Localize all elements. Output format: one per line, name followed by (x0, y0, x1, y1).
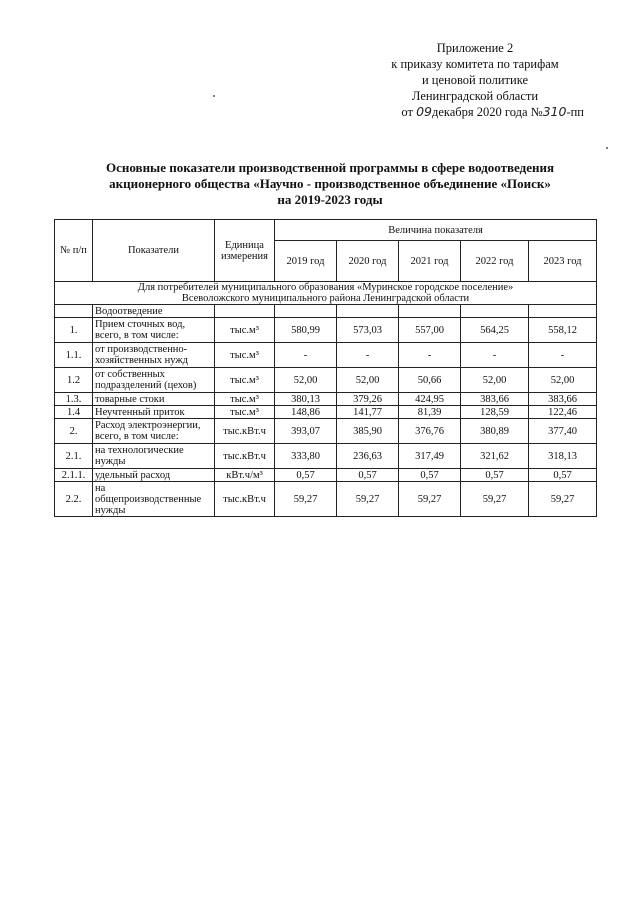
order-number-handwritten: 310 (542, 104, 567, 119)
row-value: 0,57 (275, 469, 337, 482)
scan-speck (606, 147, 608, 149)
table-row (55, 419, 597, 444)
row-num: 2.1.1. (55, 469, 93, 482)
row-value: 380,89 (461, 419, 529, 444)
row-unit: кВт.ч/м³ (215, 469, 275, 482)
header-year: 2021 год (399, 241, 461, 282)
table-row (55, 406, 597, 419)
row-value: 0,57 (337, 469, 399, 482)
row-name: от производственно-хозяйственных нужд (93, 343, 215, 368)
row-value: 52,00 (337, 368, 399, 393)
row-value: 128,59 (461, 406, 529, 419)
appendix-line-3: и ценовой политике (421, 73, 529, 87)
row-num: 1.3. (55, 393, 93, 406)
row-value: 564,25 (461, 318, 529, 343)
row-value: 59,27 (275, 482, 337, 517)
row-value: 383,66 (529, 393, 597, 406)
scan-speck (213, 95, 215, 97)
row-value: 383,66 (461, 393, 529, 406)
row-name: на общепроизводственные нужды (93, 482, 215, 517)
title-line-3: на 2019-2023 годы (277, 192, 383, 207)
row-value: 321,62 (461, 444, 529, 469)
row-value: 558,12 (529, 318, 597, 343)
row-num: 1.2 (55, 368, 93, 393)
row-value: - (337, 343, 399, 368)
document-title (60, 160, 600, 208)
row-value: 0,57 (529, 469, 597, 482)
title-line-2: акционерного общества «Научно - производственное объединение «Поиск» (109, 176, 551, 191)
row-value: 393,07 (275, 419, 337, 444)
row-name: Неучтенный приток (93, 406, 215, 419)
order-suffix: -пп (566, 105, 584, 119)
date-day-handwritten: 09 (416, 104, 432, 119)
appendix-line-1: Приложение 2 (436, 41, 514, 55)
row-value: 379,26 (337, 393, 399, 406)
header-year: 2023 год (529, 241, 597, 282)
row-unit: тыс.м³ (215, 393, 275, 406)
row-value: 50,66 (399, 368, 461, 393)
row-unit: тыс.кВт.ч (215, 444, 275, 469)
row-value: 573,03 (337, 318, 399, 343)
row-value: 148,86 (275, 406, 337, 419)
row-value: 318,13 (529, 444, 597, 469)
row-name: товарные стоки (93, 393, 215, 406)
table-row (55, 343, 597, 368)
row-value: 59,27 (529, 482, 597, 517)
section-caption (55, 282, 597, 305)
row-num: 2.2. (55, 482, 93, 517)
row-name: удельный расход (93, 469, 215, 482)
row-unit: тыс.м³ (215, 406, 275, 419)
row-value: 0,57 (399, 469, 461, 482)
subsection-label: Водоотведение (93, 305, 215, 318)
appendix-date-line (360, 104, 590, 120)
table-row (55, 368, 597, 393)
row-unit: тыс.м³ (215, 368, 275, 393)
table-row (55, 469, 597, 482)
row-unit: тыс.кВт.ч (215, 482, 275, 517)
row-value: 424,95 (399, 393, 461, 406)
table-row (55, 444, 597, 469)
appendix-line-4: Ленинградской области (411, 89, 539, 103)
row-value: 122,46 (529, 406, 597, 419)
row-num: 1.1. (55, 343, 93, 368)
row-value: 52,00 (529, 368, 597, 393)
section-line-2: Всеволожского муниципального района Ленинградской области (181, 293, 470, 304)
row-unit: тыс.кВт.ч (215, 419, 275, 444)
row-value: 377,40 (529, 419, 597, 444)
row-value: - (529, 343, 597, 368)
section-line-1: Для потребителей муниципального образования «Муринское городское поселение» (137, 282, 514, 293)
row-num: 1. (55, 318, 93, 343)
row-value: 59,27 (399, 482, 461, 517)
row-name: Расход электроэнергии, всего, в том числе: (93, 419, 215, 444)
row-value: 317,49 (399, 444, 461, 469)
header-indicator: Показатели (93, 220, 215, 282)
row-value: 52,00 (461, 368, 529, 393)
table-row (55, 482, 597, 517)
date-middle: декабря 2020 года № (431, 105, 543, 119)
indicators-table (54, 219, 597, 517)
row-unit: тыс.м³ (215, 343, 275, 368)
row-value: 376,76 (399, 419, 461, 444)
header-unit: Единица измерения (215, 220, 275, 282)
row-value: 0,57 (461, 469, 529, 482)
row-value: 385,90 (337, 419, 399, 444)
title-line-1: Основные показатели производственной программы в сфере водоотведения (106, 160, 554, 175)
header-year: 2022 год (461, 241, 529, 282)
row-unit: тыс.м³ (215, 318, 275, 343)
row-name: Прием сточных вод, всего, в том числе: (93, 318, 215, 343)
row-value: 81,39 (399, 406, 461, 419)
row-value: 52,00 (275, 368, 337, 393)
appendix-header (360, 40, 590, 120)
row-value: 333,80 (275, 444, 337, 469)
row-value: - (275, 343, 337, 368)
date-prefix: от (401, 105, 413, 119)
table-row (55, 393, 597, 406)
header-year: 2019 год (275, 241, 337, 282)
row-value: - (461, 343, 529, 368)
row-name: от собственных подразделений (цехов) (93, 368, 215, 393)
row-value: - (399, 343, 461, 368)
row-name: на технологические нужды (93, 444, 215, 469)
row-value: 141,77 (337, 406, 399, 419)
row-value: 557,00 (399, 318, 461, 343)
row-value: 59,27 (461, 482, 529, 517)
appendix-line-2: к приказу комитета по тарифам (391, 57, 559, 71)
table-row (55, 318, 597, 343)
row-num: 2.1. (55, 444, 93, 469)
row-value: 236,63 (337, 444, 399, 469)
row-num: 2. (55, 419, 93, 444)
row-num: 1.4 (55, 406, 93, 419)
row-value: 580,99 (275, 318, 337, 343)
header-value-group: Величина показателя (275, 220, 597, 241)
row-value: 59,27 (337, 482, 399, 517)
header-year: 2020 год (337, 241, 399, 282)
header-num: № п/п (55, 220, 93, 282)
row-value: 380,13 (275, 393, 337, 406)
